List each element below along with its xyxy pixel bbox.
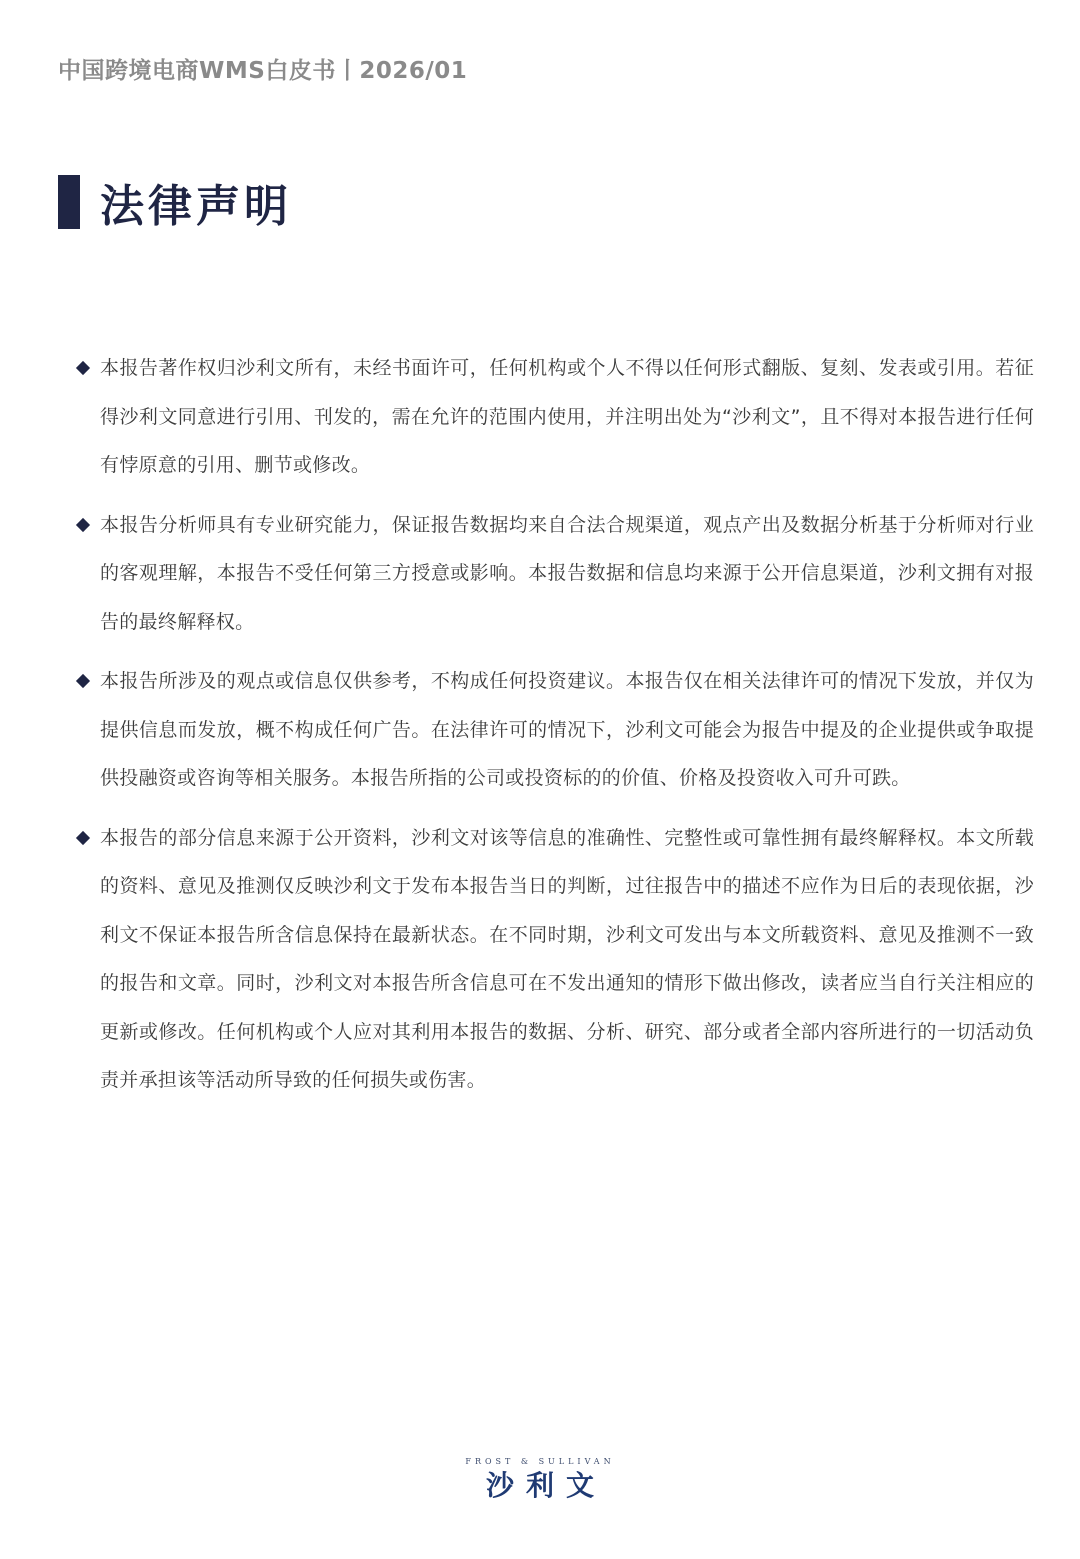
logo-chinese-text: 沙利文 [485,1469,606,1502]
paragraph-text: 本报告所涉及的观点或信息仅供参考，不构成任何投资建议。本报告仅在相关法律许可的情况下发放，并仅为提供信息而发放，概不构成任何广告。在法律许可的情况下，沙利文可能会为报告中提及的企业提供或争取提供投融资或咨询等相关服务。本报告所指的公司或投资标的的价值、价格及投资收入可升可跌。 [100,670,1034,789]
list-item [74,344,1034,490]
heading-accent-bar [58,175,80,229]
diamond-bullet-icon [74,657,100,705]
paragraph-text: 本报告分析师具有专业研究能力，保证报告数据均来自合法合规渠道，观点产出及数据分析基于分析师对行业的客观理解，本报告不受任何第三方授意或影响。本报告数据和信息均来源于公开信息渠道，沙利文拥有对报告的最终解释权。 [100,513,1034,633]
paragraph-text: 本报告著作权归沙利文所有，未经书面许可，任何机构或个人不得以任何形式翻版、复刻、发表或引用。若征得沙利文同意进行引用、刊发的，需在允许的范围内使用，并注明出处为“沙利文”，且不得对本报告进行任何有悖原意的引用、删节或修改。 [100,357,1034,476]
logo-english-text: FROST & SULLIVAN [465,1457,615,1466]
frost-sullivan-logo [0,1456,1080,1504]
diamond-bullet-icon [74,501,100,549]
list-item [74,657,1034,803]
page-title: 法律声明 [100,181,292,232]
diamond-bullet-icon [74,344,100,392]
diamond-bullet-icon [74,814,100,862]
list-item [74,814,1034,1105]
document-header-title: 中国跨境电商WMS白皮书丨2026/01 [58,58,468,84]
list-item [74,501,1034,647]
legal-statement-list [74,344,1034,1116]
section-heading [58,172,292,232]
paragraph-text: 本报告的部分信息来源于公开资料，沙利文对该等信息的准确性、完整性或可靠性拥有最终解释权。本文所载的资料、意见及推测仅反映沙利文于发布本报告当日的判断，过往报告中的描述不应作为日后的表现依据，沙利文不保证本报告所含信息保持在最新状态。在不同时期，沙利文可发出与本文所载资料、意见及推测不一致的报告和文章。同时，沙利文对本报告所含信息可在不发出通知的情形下做出修改，读者应当自行关注相应的更新或修改。任何机构或个人应对其利用本报告的数据、分析、研究、部分或者全部内容所进行的一切活动负责并承担该等活动所导致的任何损失或伤害。 [100,826,1034,1091]
